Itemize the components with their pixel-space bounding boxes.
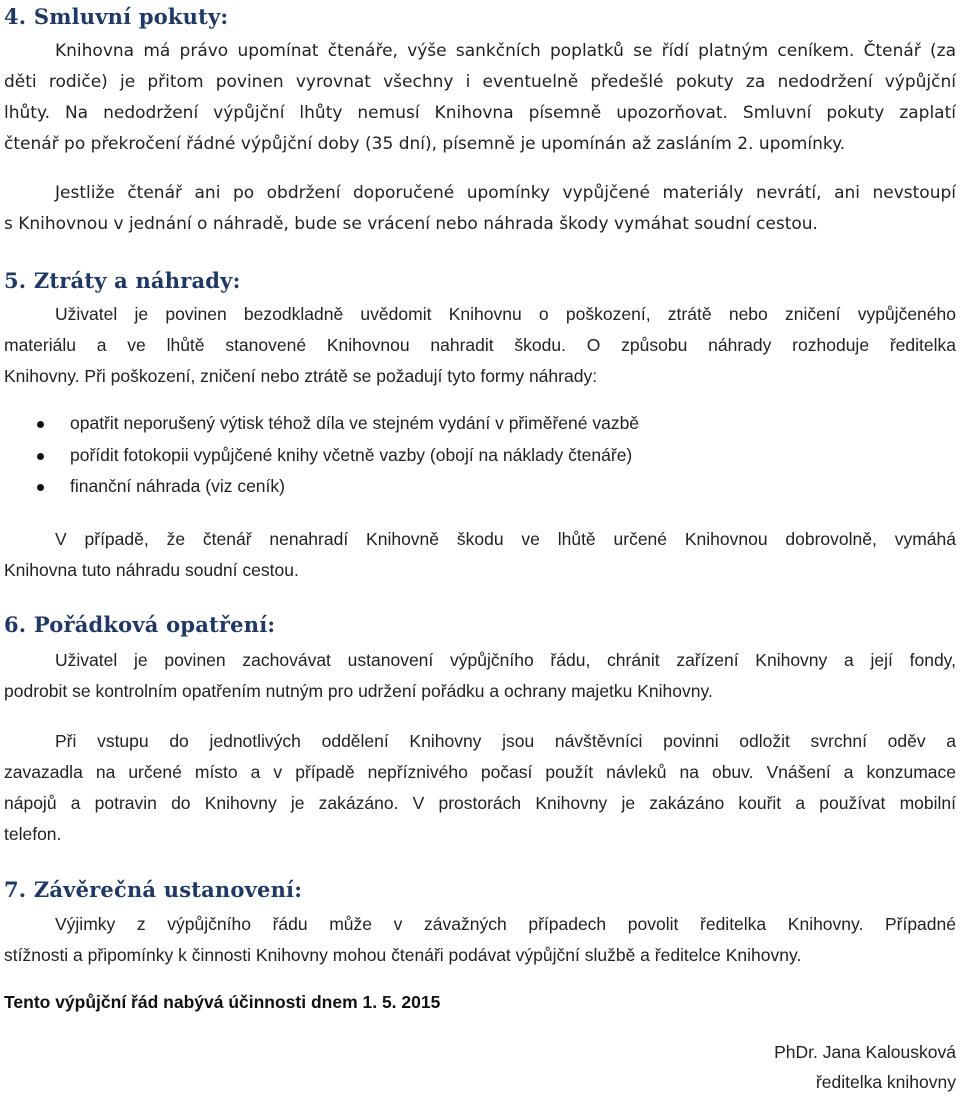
text-line: s Knihovnou v jednání o náhradě, bude se vrácení nebo náhrada škody vymáhat soudní cestou. bbox=[4, 214, 818, 234]
section-heading-poradkova-opatreni: 6. Pořádková opatření: bbox=[4, 612, 276, 637]
section-heading-zaverecna-ustanoveni: 7. Závěrečná ustanovení: bbox=[4, 877, 303, 902]
effective-date: Tento výpůjční řád nabývá účinnosti dnem 1. 5. 2015 bbox=[4, 992, 441, 1012]
text-line: Při vstupu do jednotlivých oddělení Knihovny jsou návštěvníci povinni odložit svrchní oděv a bbox=[55, 731, 956, 751]
list-item: finanční náhrada (viz ceník) bbox=[4, 471, 639, 503]
text-line: děti rodiče) je přitom povinen vyrovnat všechny i eventuelně předešlé pokuty za nedodržení výpůjční bbox=[4, 72, 956, 92]
list-item: pořídit fotokopii vypůjčené knihy včetně vazby (obojí na náklady čtenáře) bbox=[4, 440, 639, 472]
paragraph-entry-rules bbox=[4, 726, 956, 850]
signature-title: ředitelka knihovny bbox=[815, 1072, 956, 1092]
list-item: opatřit neporušený výtisk téhož díla ve stejném vydání v přiměřené vazbě bbox=[4, 408, 639, 440]
paragraph-court-recovery bbox=[4, 524, 956, 586]
text-line: Knihovna má právo upomínat čtenáře, výše sankčních poplatků se řídí platným ceníkem. Čtenář (za bbox=[55, 41, 956, 61]
text-line: Uživatel je povinen zachovávat ustanovení výpůjčního řádu, chránit zařízení Knihovny a její fondy, bbox=[55, 650, 956, 670]
section-heading-ztraty-a-nahrady: 5. Ztráty a náhrady: bbox=[4, 268, 241, 293]
text-line: materiálu a ve lhůtě stanovené Knihovnou nahradit škodu. O způsobu náhrady rozhoduje ředitelka bbox=[4, 335, 956, 355]
compensation-list bbox=[4, 408, 639, 503]
paragraph-order-rules bbox=[4, 645, 956, 707]
text-line: telefon. bbox=[4, 824, 62, 844]
text-line: Knihovna tuto náhradu soudní cestou. bbox=[4, 560, 299, 580]
text-line: Jestliže čtenář ani po obdržení doporučené upomínky vypůjčené materiály nevrátí, ani nevstoupí bbox=[55, 183, 956, 203]
section-heading-smluvni-pokuty: 4. Smluvní pokuty: bbox=[4, 4, 229, 29]
text-line: lhůty. Na nedodržení výpůjční lhůty nemusí Knihovna písemně upozorňovat. Smluvní pokuty zaplatí bbox=[4, 103, 956, 123]
paragraph-fines bbox=[4, 36, 956, 160]
paragraph-final-provisions bbox=[4, 909, 956, 971]
text-line: V případě, že čtenář nenahradí Knihovně škodu ve lhůtě určené Knihovnou dobrovolně, vymáhá bbox=[55, 529, 956, 549]
text-line: Knihovny. Při poškození, zničení nebo ztrátě se požadují tyto formy náhrady: bbox=[4, 366, 598, 386]
text-line: stížnosti a připomínky k činnosti Knihovny mohou čtenáři podávat výpůjční službě a ředitelce Knihovny. bbox=[4, 945, 802, 965]
text-line: nápojů a potravin do Knihovny je zakázáno. V prostorách Knihovny je zakázáno kouřit a používat mobilní bbox=[4, 793, 956, 813]
text-line: Výjimky z výpůjčního řádu může v závažných případech povolit ředitelka Knihovny. Případné bbox=[55, 914, 956, 934]
paragraph-enforcement bbox=[4, 178, 956, 240]
text-line: podrobit se kontrolním opatřením nutným pro udržení pořádku a ochrany majetku Knihovny. bbox=[4, 681, 713, 701]
signature-name: PhDr. Jana Kalousková bbox=[774, 1042, 956, 1062]
paragraph-losses bbox=[4, 299, 956, 392]
text-line: čtenář po překročení řádné výpůjční doby (35 dní), písemně je upomínán až zasláním 2. upomínky. bbox=[4, 134, 846, 154]
text-line: zavazadla na určené místo a v případě nepříznivého počasí použít návleků na obuv. Vnášení a konzumace bbox=[4, 762, 956, 782]
text-line: Uživatel je povinen bezodkladně uvědomit Knihovnu o poškození, ztrátě nebo zničení vypůjčeného bbox=[55, 304, 956, 324]
